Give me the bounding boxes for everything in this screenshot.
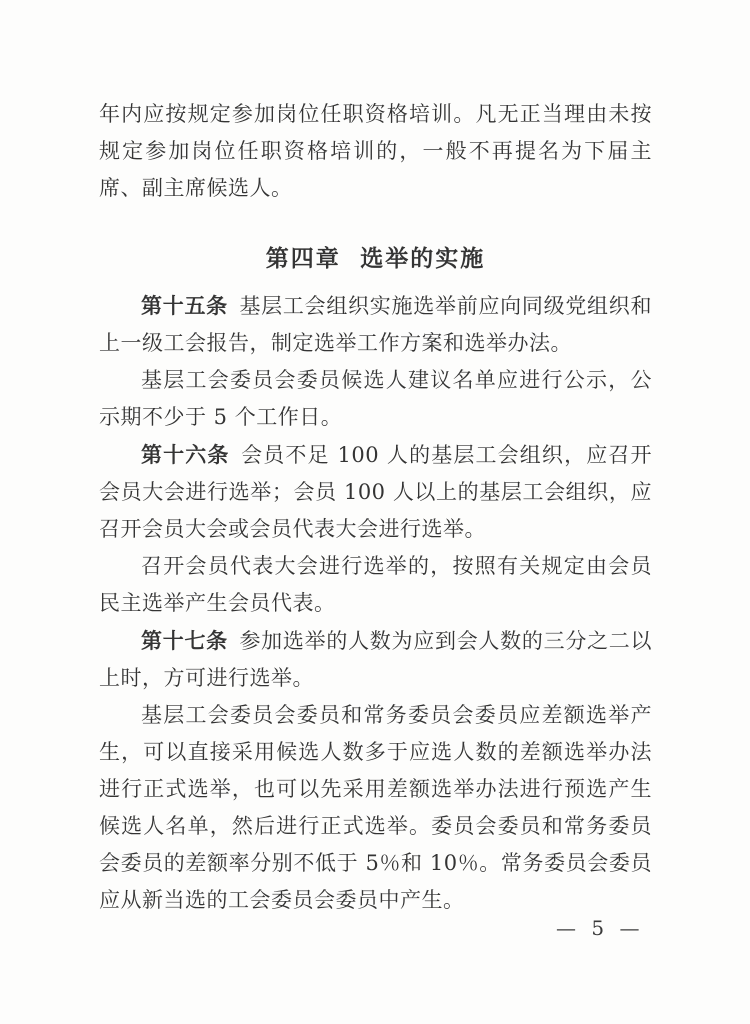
article-text: 参加选举的人数为应到会人数的三分之二以上时，方可进行选举。: [99, 629, 653, 690]
paragraph-continuation: 年内应按规定参加岗位任职资格培训。凡无正当理由未按规定参加岗位任职资格培训的，一般不再提名为下届主席、副主席候选人。: [99, 102, 652, 200]
body-paragraph: 基层工会委员会委员候选人建议名单应进行公示，公示期不少于 5 个工作日。: [99, 368, 652, 429]
article-number: 第十六条: [141, 442, 230, 467]
page-number: — 5 —: [556, 916, 641, 940]
chapter-heading: [99, 240, 652, 277]
article-paragraph: [99, 287, 652, 362]
article-number: 第十七条: [141, 628, 228, 653]
chapter-number: 第四章: [265, 245, 341, 272]
article-text: 会员不足 100 人的基层工会组织，应召开会员大会进行选举；会员 100 人以上的基层工会组织，应召开会员大会或会员代表大会进行选举。: [99, 443, 652, 541]
article-number: 第十五条: [141, 293, 228, 318]
body-paragraph: 基层工会委员会委员和常务委员会委员应差额选举产生，可以直接采用候选人数多于应选人数的差额选举办法进行正式选举，也可以先采用差额选举办法进行预选产生候选人名单，然后进行正式选举。委员会委员和常务委员会委员的差额率分别不低于 5％和 10％。常务委员会委员应从新当选的工会委员会委员中产生。: [99, 703, 652, 912]
body-paragraph: 召开会员代表大会进行选举的，按照有关规定由会员民主选举产生会员代表。: [99, 554, 652, 615]
body-content: [99, 96, 652, 919]
chapter-title: 选举的实施: [360, 245, 486, 272]
article-text: 基层工会组织实施选举前应向同级党组织和上一级工会报告，制定选举工作方案和选举办法。: [99, 294, 653, 355]
article-paragraph: [99, 622, 652, 697]
article-paragraph: [99, 436, 652, 548]
